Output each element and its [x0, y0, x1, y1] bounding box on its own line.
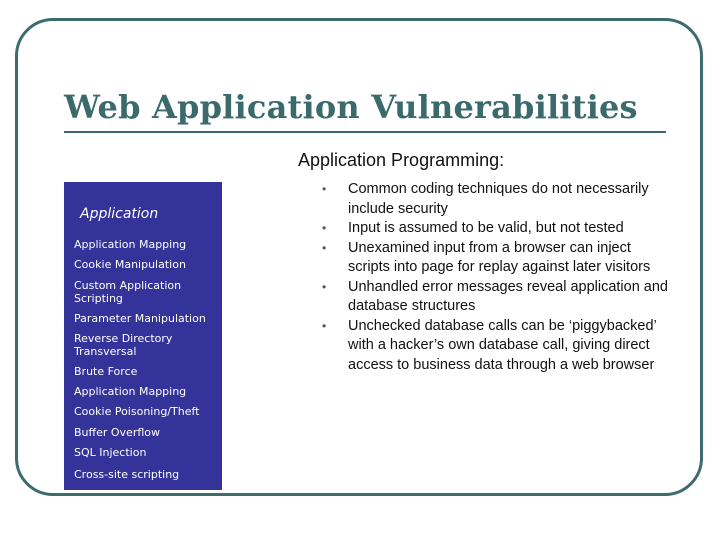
panel-item: Reverse Directory Transversal [74, 332, 173, 358]
panel-item: Parameter Manipulation [74, 312, 206, 325]
panel-item: Custom Application Scripting [74, 279, 182, 305]
bullet-list [322, 180, 674, 375]
panel-item: Application Mapping [74, 385, 187, 398]
panel-item: Application Mapping [74, 238, 187, 251]
bullet-dot-icon: • [322, 240, 327, 255]
panel-item: Cookie Manipulation [74, 258, 186, 271]
panel-heading: Application [80, 206, 159, 222]
bullet-text: Input is assumed to be valid, but not tested [348, 220, 624, 236]
attack-types-panel [64, 182, 222, 490]
bullet-text: Unhandled error messages reveal application and database structures [348, 278, 668, 314]
bullet-dot-icon: • [322, 318, 327, 333]
bullet-item [322, 317, 674, 376]
section-heading: Application Programming: [298, 150, 505, 170]
bullet-item [322, 239, 674, 278]
bullet-dot-icon: • [322, 182, 327, 196]
bullet-dot-icon: • [322, 221, 327, 235]
bullet-item [322, 180, 674, 219]
title-underline [64, 131, 666, 133]
panel-item: Cookie Poisoning/Theft [74, 405, 200, 418]
slide-title: Web Application Vulnerabilities [64, 88, 638, 126]
bullet-dot-icon: • [322, 279, 327, 294]
panel-item: Cross-site scripting [74, 468, 180, 481]
bullet-item [322, 219, 674, 239]
panel-item: Buffer Overflow [74, 426, 160, 439]
bullet-text: Common coding techniques do not necessarily include security [348, 181, 649, 217]
bullet-item [322, 278, 674, 317]
bullet-text: Unexamined input from a browser can inject scripts into page for replay against later visitors [348, 239, 651, 275]
panel-item: SQL Injection [74, 446, 147, 459]
panel-item: Brute Force [74, 365, 138, 378]
bullet-text: Unchecked database calls can be ‘piggybacked’ with a hacker’s own database call, giving direct access to business data through a web browser [348, 317, 657, 373]
